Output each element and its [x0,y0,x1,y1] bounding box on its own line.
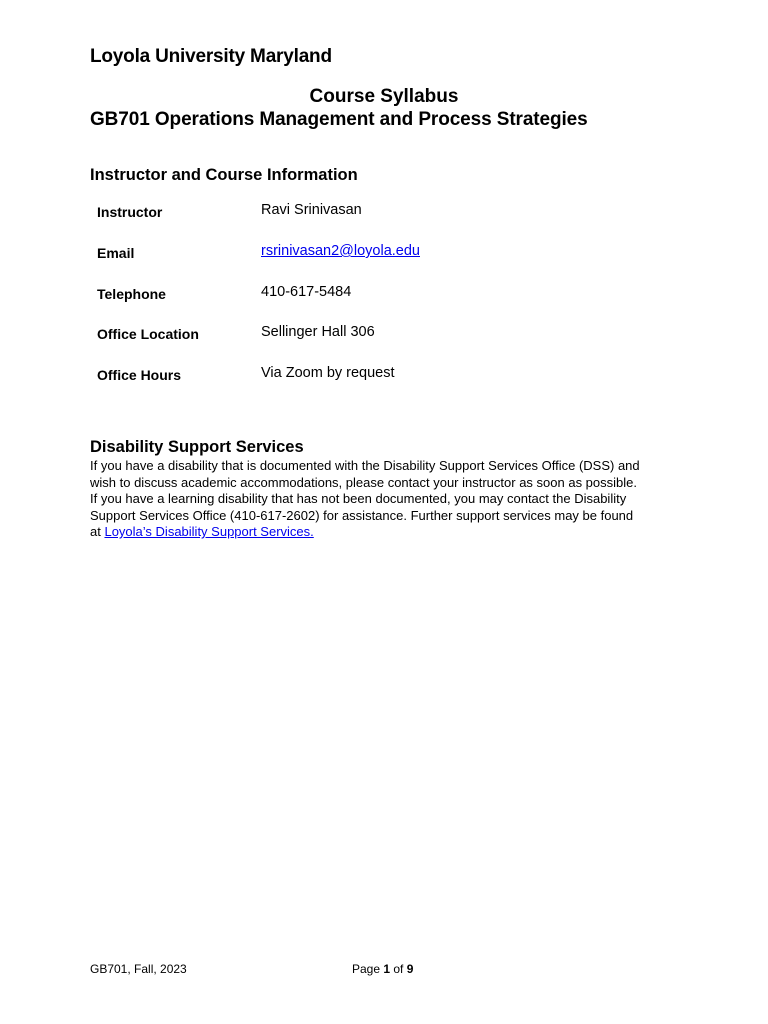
telephone-value: 410-617-5484 [261,284,352,300]
page-current: 1 [383,962,391,976]
instructor-value: Ravi Srinivasan [261,202,362,218]
office-hours-label: Office Hours [97,367,182,383]
page-of: of [390,962,407,976]
info-row-office-location [97,324,697,346]
dss-heading: Disability Support Services [90,438,304,456]
document-title [0,86,768,108]
telephone-label: Telephone [97,286,166,302]
instructor-section-heading: Instructor and Course Information [90,166,358,184]
course-title: GB701 Operations Management and Process Strategies [90,109,588,130]
info-row-office-hours [97,365,697,387]
footer-course-term: GB701, Fall, 2023 [90,962,187,976]
info-row-telephone [97,284,697,306]
dss-line: Support Services Office (410-617-2602) for assistance. Further support services may be found [90,507,634,523]
university-name: Loyola University Maryland [90,46,332,67]
info-row-email [97,243,697,265]
document-title-text: Course Syllabus [309,86,459,107]
page-prefix: Page [352,962,384,976]
dss-last-line-prefix: at [90,524,105,539]
instructor-label: Instructor [97,204,163,220]
office-hours-value: Via Zoom by request [261,365,395,381]
dss-line: wish to discuss academic accommodations, please contact your instructor as soon as possible. [90,474,637,490]
dss-last-line [90,524,690,541]
email-value [261,243,420,259]
info-row-instructor [97,202,697,224]
email-label: Email [97,245,135,261]
email-link[interactable]: rsrinivasan2@loyola.edu [261,243,420,259]
office-location-label: Office Location [97,326,199,342]
office-location-value: Sellinger Hall 306 [261,324,375,340]
dss-line: If you have a disability that is documented with the Disability Support Services Office (DSS) and [90,458,640,473]
footer-page-number [352,962,413,976]
page-total: 9 [406,962,414,976]
dss-line: If you have a learning disability that has not been documented, you may contact the Disability [90,491,627,506]
dss-paragraph [90,458,690,541]
dss-link[interactable]: Loyola’s Disability Support Services. [104,524,314,539]
